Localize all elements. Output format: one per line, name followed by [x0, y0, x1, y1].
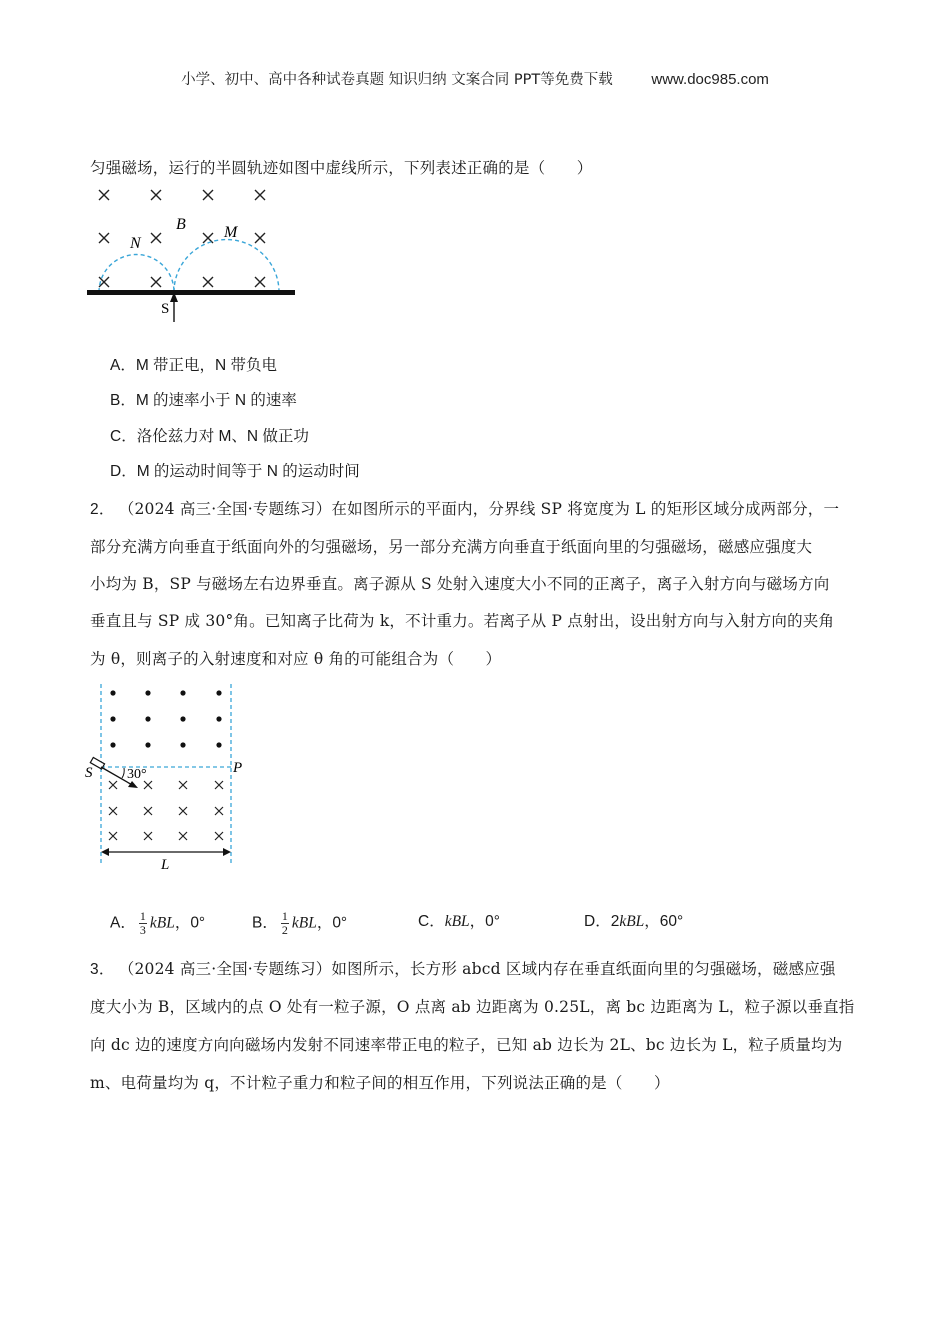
field-dot-marks [110, 690, 221, 747]
q3-stem-line-1: 3． （2024 高三·全国·专题练习）如图所示，长方形 abcd 区域内存在垂直纸面向里的匀强磁场，磁感应强 [90, 960, 836, 978]
arc-n [99, 255, 174, 293]
q1-option-b[interactable]: B．M 的速率小于 N 的速率 [110, 392, 297, 409]
q2-option-c[interactable]: C．kBL，0° [418, 913, 500, 930]
field-cross-marks [109, 781, 223, 840]
q2-figure-magnetic-field [82, 680, 252, 875]
label-l: L [161, 857, 170, 873]
q1-option-c[interactable]: C．洛伦兹力对 M、N 做正功 [110, 428, 309, 445]
label-n: N [130, 235, 141, 252]
q2-option-b[interactable]: B． $\frac{1}{2}$ kBL，0° [252, 909, 348, 937]
q2-option-d[interactable]: D．2kBL，60° [584, 913, 684, 930]
q2-stem-line-5: 为 θ，则离子的入射速度和对应 θ 角的可能组合为（ ） [90, 650, 502, 668]
q3-stem-line-2: 度大小为 B，区域内的点 O 处有一粒子源，O 点离 ab 边距离为 0.25L，离 bc 边距离为 L，粒子源以垂直指 [90, 998, 855, 1016]
header-site-link[interactable]: www.doc985.com [651, 71, 769, 88]
page-header [0, 68, 950, 89]
q2-source: （2024 高三·全国·专题练习） [126, 500, 332, 518]
arrow-icon [128, 781, 138, 788]
q2-number: 2． [90, 501, 115, 518]
label-m: M [224, 224, 238, 241]
field-cross-marks [99, 190, 265, 287]
q2-stem-line-3: 小均为 B，SP 与磁场左右边界垂直。离子源从 S 处射入速度大小不同的正离子，离子入射方向与磁场方向 [90, 575, 830, 593]
q1-figure-magnetic-field [86, 182, 301, 327]
arc-m [174, 240, 279, 293]
q2-option-a[interactable]: A． $\frac{1}{3}$ kBL，0° [110, 909, 206, 937]
label-b: B [176, 216, 186, 233]
q1-option-d[interactable]: D．M 的运动时间等于 N 的运动时间 [110, 463, 360, 480]
label-s: S [161, 301, 170, 317]
q3-number: 3． [90, 961, 115, 978]
label-p: P [233, 760, 243, 776]
label-angle: 30° [127, 767, 147, 782]
q3-stem-line-4: m、电荷量均为 q，不计粒子重力和粒子间的相互作用，下列说法正确的是（ ） [90, 1074, 670, 1092]
q1-stem: 匀强磁场，运行的半圆轨迹如图中虚线所示，下列表述正确的是（ ） [90, 159, 593, 177]
header-tagline: 小学、初中、高中各种试卷真题 知识归纳 文案合同 PPT等免费下载 [181, 72, 613, 88]
q1-option-a[interactable]: A．M 带正电，N 带负电 [110, 357, 278, 374]
fraction: $\frac{1}{3}$ [139, 909, 146, 937]
q2-stem-line-1: 2． （2024 高三·全国·专题练习）在如图所示的平面内，分界线 SP 将宽度为 L 的矩形区域分成两部分，一 [90, 500, 840, 518]
q3-stem-line-3: 向 dc 边的速度方向向磁场内发射不同速率带正电的粒子，已知 ab 边长为 2L、bc 边长为 L，粒子质量均为 [90, 1036, 843, 1054]
fraction: $\frac{1}{2}$ [281, 909, 288, 937]
q2-stem-line-4: 垂直且与 SP 成 30°角。已知离子比荷为 k，不计重力。若离子从 P 点射出，设出射方向与入射方向的夹角 [90, 612, 835, 630]
q3-source: （2024 高三·全国·专题练习） [126, 960, 332, 978]
boundary-plate [87, 290, 295, 295]
label-s: S [85, 765, 93, 781]
q2-stem-line-2: 部分充满方向垂直于纸面向外的匀强磁场，另一部分充满方向垂直于纸面向里的匀强磁场，磁感应强度大 [90, 538, 813, 556]
